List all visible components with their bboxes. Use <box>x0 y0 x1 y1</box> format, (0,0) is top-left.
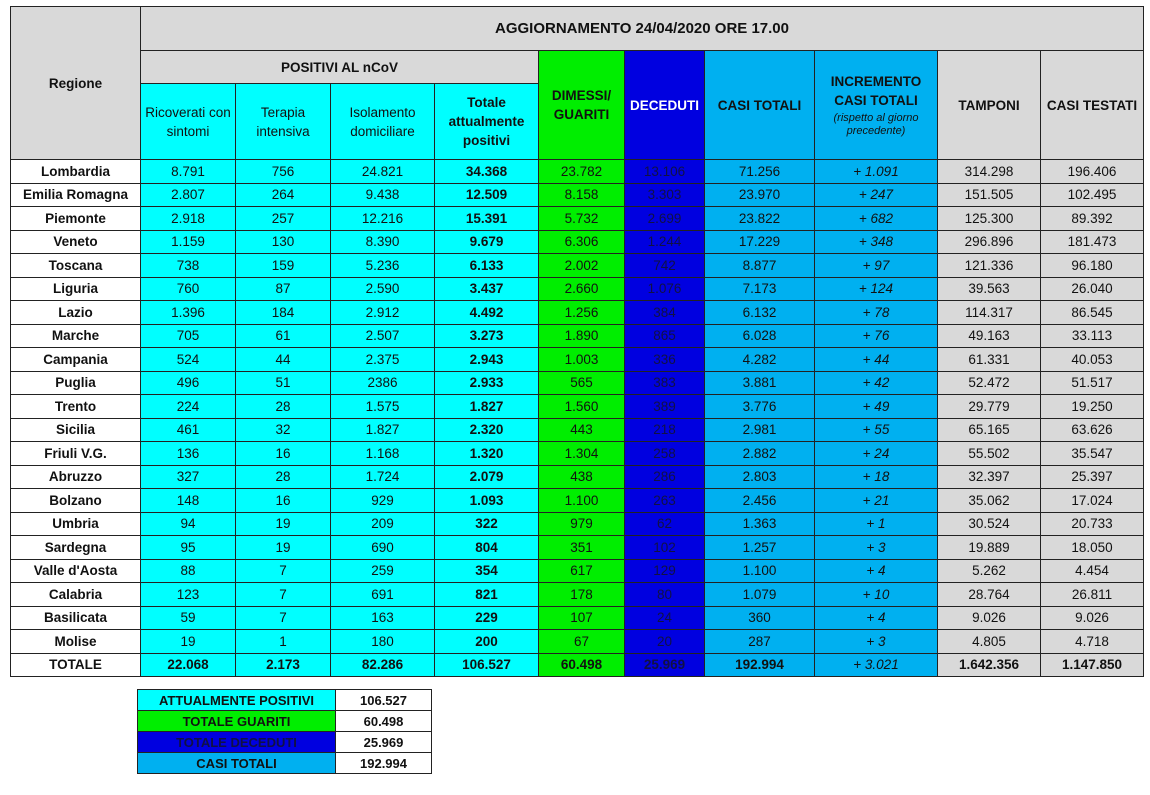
casi-testati-cell: 4.718 <box>1041 630 1144 654</box>
totale-positivi-cell: 2.943 <box>435 348 539 372</box>
ricoverati-cell: 95 <box>141 536 236 560</box>
isolamento-cell: 2.507 <box>331 324 435 348</box>
ricoverati-cell: 59 <box>141 606 236 630</box>
terapia-cell: 28 <box>236 395 331 419</box>
ricoverati-cell: 2.807 <box>141 183 236 207</box>
casi-testati-cell: 196.406 <box>1041 160 1144 184</box>
casi-testati-cell: 102.495 <box>1041 183 1144 207</box>
ricoverati-cell: 327 <box>141 465 236 489</box>
casi-testati-cell: 51.517 <box>1041 371 1144 395</box>
casi-totali-cell: 2.456 <box>705 489 815 513</box>
positivi-group-header: POSITIVI AL nCoV <box>141 51 539 84</box>
ricoverati-cell: 19 <box>141 630 236 654</box>
table-row <box>11 183 1144 207</box>
isolamento-cell: 2.590 <box>331 277 435 301</box>
region-cell: Calabria <box>11 583 141 607</box>
tamponi-cell: 151.505 <box>938 183 1041 207</box>
terapia-cell: 28 <box>236 465 331 489</box>
totale-positivi-cell: 821 <box>435 583 539 607</box>
casi-testati-cell: 40.053 <box>1041 348 1144 372</box>
total-row <box>11 653 1144 677</box>
region-cell: Abruzzo <box>11 465 141 489</box>
region-cell: Umbria <box>11 512 141 536</box>
deceduti-cell: 742 <box>625 254 705 278</box>
casi-testati-header: CASI TESTATI <box>1041 51 1144 160</box>
casi-totali-cell: 360 <box>705 606 815 630</box>
isolamento-cell: 1.168 <box>331 442 435 466</box>
deceduti-cell: 25.969 <box>625 653 705 677</box>
dimessi-cell: 565 <box>539 371 625 395</box>
isolamento-cell: 12.216 <box>331 207 435 231</box>
dimessi-cell: 178 <box>539 583 625 607</box>
casi-totali-cell: 23.822 <box>705 207 815 231</box>
tamponi-cell: 1.642.356 <box>938 653 1041 677</box>
summary-value: 106.527 <box>336 690 432 711</box>
terapia-cell: 1 <box>236 630 331 654</box>
terapia-cell: 184 <box>236 301 331 325</box>
dimessi-cell: 1.100 <box>539 489 625 513</box>
isolamento-cell: 163 <box>331 606 435 630</box>
totale-positivi-cell: 106.527 <box>435 653 539 677</box>
terapia-cell: 130 <box>236 230 331 254</box>
summary-label: TOTALE GUARITI <box>138 711 336 732</box>
region-cell: Lazio <box>11 301 141 325</box>
incremento-cell: + 247 <box>815 183 938 207</box>
dimessi-cell: 1.256 <box>539 301 625 325</box>
covid-region-table <box>10 6 1144 677</box>
isolamento-cell: 209 <box>331 512 435 536</box>
isolamento-cell: 1.575 <box>331 395 435 419</box>
incremento-header-label: INCREMENTO CASI TOTALI <box>830 74 922 108</box>
isolamento-cell: 1.827 <box>331 418 435 442</box>
deceduti-cell: 129 <box>625 559 705 583</box>
terapia-cell: 32 <box>236 418 331 442</box>
totale-positivi-cell: 354 <box>435 559 539 583</box>
incremento-cell: + 44 <box>815 348 938 372</box>
casi-testati-cell: 4.454 <box>1041 559 1144 583</box>
region-cell: Trento <box>11 395 141 419</box>
isolamento-header: Isolamento domiciliare <box>331 84 435 160</box>
region-cell: Liguria <box>11 277 141 301</box>
table-row <box>11 160 1144 184</box>
incremento-cell: + 4 <box>815 559 938 583</box>
casi-testati-cell: 17.024 <box>1041 489 1144 513</box>
isolamento-cell: 5.236 <box>331 254 435 278</box>
ricoverati-cell: 738 <box>141 254 236 278</box>
deceduti-cell: 20 <box>625 630 705 654</box>
table-row <box>11 207 1144 231</box>
casi-totali-cell: 192.994 <box>705 653 815 677</box>
dimessi-cell: 617 <box>539 559 625 583</box>
casi-testati-cell: 96.180 <box>1041 254 1144 278</box>
tamponi-cell: 114.317 <box>938 301 1041 325</box>
incremento-cell: + 3.021 <box>815 653 938 677</box>
deceduti-cell: 2.699 <box>625 207 705 231</box>
summary-row-guariti <box>138 711 432 732</box>
incremento-header <box>815 51 938 160</box>
deceduti-cell: 1.244 <box>625 230 705 254</box>
incremento-cell: + 1.091 <box>815 160 938 184</box>
summary-value: 25.969 <box>336 732 432 753</box>
isolamento-cell: 2386 <box>331 371 435 395</box>
incremento-cell: + 21 <box>815 489 938 513</box>
totale-positivi-cell: 6.133 <box>435 254 539 278</box>
region-cell: Basilicata <box>11 606 141 630</box>
deceduti-cell: 13.106 <box>625 160 705 184</box>
tamponi-cell: 9.026 <box>938 606 1041 630</box>
summary-row-casi-totali <box>138 753 432 774</box>
table-row <box>11 512 1144 536</box>
incremento-cell: + 3 <box>815 630 938 654</box>
region-header: Regione <box>11 7 141 160</box>
terapia-cell: 2.173 <box>236 653 331 677</box>
ricoverati-cell: 1.159 <box>141 230 236 254</box>
tamponi-cell: 32.397 <box>938 465 1041 489</box>
totale-positivi-cell: 1.320 <box>435 442 539 466</box>
casi-testati-cell: 33.113 <box>1041 324 1144 348</box>
table-row <box>11 418 1144 442</box>
casi-testati-cell: 86.545 <box>1041 301 1144 325</box>
deceduti-cell: 336 <box>625 348 705 372</box>
region-cell: Sicilia <box>11 418 141 442</box>
terapia-cell: 16 <box>236 489 331 513</box>
casi-totali-cell: 6.028 <box>705 324 815 348</box>
tamponi-cell: 49.163 <box>938 324 1041 348</box>
casi-totali-cell: 3.776 <box>705 395 815 419</box>
deceduti-cell: 389 <box>625 395 705 419</box>
tamponi-cell: 5.262 <box>938 559 1041 583</box>
dimessi-cell: 5.732 <box>539 207 625 231</box>
isolamento-cell: 929 <box>331 489 435 513</box>
table-row <box>11 254 1144 278</box>
casi-testati-cell: 25.397 <box>1041 465 1144 489</box>
casi-testati-cell: 20.733 <box>1041 512 1144 536</box>
incremento-cell: + 3 <box>815 536 938 560</box>
incremento-cell: + 42 <box>815 371 938 395</box>
isolamento-cell: 180 <box>331 630 435 654</box>
tamponi-cell: 35.062 <box>938 489 1041 513</box>
dimessi-cell: 67 <box>539 630 625 654</box>
casi-totali-cell: 287 <box>705 630 815 654</box>
table-row <box>11 348 1144 372</box>
totale-positivi-cell: 9.679 <box>435 230 539 254</box>
table-row <box>11 559 1144 583</box>
tamponi-cell: 19.889 <box>938 536 1041 560</box>
dimessi-cell: 1.003 <box>539 348 625 372</box>
casi-testati-cell: 63.626 <box>1041 418 1144 442</box>
totale-positivi-cell: 12.509 <box>435 183 539 207</box>
casi-totali-cell: 17.229 <box>705 230 815 254</box>
totale-positivi-cell: 3.273 <box>435 324 539 348</box>
totale-positivi-cell: 4.492 <box>435 301 539 325</box>
isolamento-cell: 2.375 <box>331 348 435 372</box>
casi-totali-cell: 8.877 <box>705 254 815 278</box>
tamponi-header: TAMPONI <box>938 51 1041 160</box>
casi-testati-cell: 181.473 <box>1041 230 1144 254</box>
table-row <box>11 301 1144 325</box>
casi-totali-cell: 1.257 <box>705 536 815 560</box>
dimessi-cell: 2.002 <box>539 254 625 278</box>
terapia-cell: 159 <box>236 254 331 278</box>
dimessi-cell: 443 <box>539 418 625 442</box>
tamponi-cell: 29.779 <box>938 395 1041 419</box>
totale-positivi-cell: 2.933 <box>435 371 539 395</box>
ricoverati-cell: 760 <box>141 277 236 301</box>
casi-testati-cell: 9.026 <box>1041 606 1144 630</box>
casi-totali-cell: 71.256 <box>705 160 815 184</box>
dimessi-cell: 6.306 <box>539 230 625 254</box>
deceduti-cell: 384 <box>625 301 705 325</box>
casi-totali-cell: 1.100 <box>705 559 815 583</box>
totale-positivi-cell: 322 <box>435 512 539 536</box>
casi-totali-cell: 1.363 <box>705 512 815 536</box>
summary-value: 192.994 <box>336 753 432 774</box>
casi-testati-cell: 1.147.850 <box>1041 653 1144 677</box>
dimessi-cell: 1.304 <box>539 442 625 466</box>
incremento-cell: + 1 <box>815 512 938 536</box>
dimessi-cell: 2.660 <box>539 277 625 301</box>
update-title: AGGIORNAMENTO 24/04/2020 ORE 17.00 <box>141 7 1144 51</box>
tamponi-cell: 55.502 <box>938 442 1041 466</box>
incremento-cell: + 49 <box>815 395 938 419</box>
table-row <box>11 465 1144 489</box>
region-cell: Puglia <box>11 371 141 395</box>
incremento-cell: + 97 <box>815 254 938 278</box>
table-row <box>11 324 1144 348</box>
dimessi-cell: 8.158 <box>539 183 625 207</box>
casi-totali-cell: 2.803 <box>705 465 815 489</box>
deceduti-cell: 258 <box>625 442 705 466</box>
isolamento-cell: 24.821 <box>331 160 435 184</box>
incremento-cell: + 10 <box>815 583 938 607</box>
deceduti-cell: 1.076 <box>625 277 705 301</box>
incremento-note: (rispetto al giorno precedente) <box>833 112 919 137</box>
terapia-cell: 19 <box>236 512 331 536</box>
deceduti-cell: 286 <box>625 465 705 489</box>
region-cell: Molise <box>11 630 141 654</box>
ricoverati-cell: 22.068 <box>141 653 236 677</box>
terapia-cell: 19 <box>236 536 331 560</box>
summary-table <box>137 689 432 774</box>
totale-positivi-cell: 3.437 <box>435 277 539 301</box>
isolamento-cell: 82.286 <box>331 653 435 677</box>
terapia-cell: 87 <box>236 277 331 301</box>
ricoverati-cell: 461 <box>141 418 236 442</box>
incremento-cell: + 78 <box>815 301 938 325</box>
region-cell: Piemonte <box>11 207 141 231</box>
summary-row-positivi <box>138 690 432 711</box>
dimessi-cell: 1.890 <box>539 324 625 348</box>
incremento-cell: + 76 <box>815 324 938 348</box>
table-row <box>11 442 1144 466</box>
ricoverati-cell: 148 <box>141 489 236 513</box>
terapia-header: Terapia intensiva <box>236 84 331 160</box>
casi-totali-cell: 4.282 <box>705 348 815 372</box>
table-row <box>11 230 1144 254</box>
ricoverati-cell: 136 <box>141 442 236 466</box>
incremento-cell: + 124 <box>815 277 938 301</box>
isolamento-cell: 2.912 <box>331 301 435 325</box>
region-cell: TOTALE <box>11 653 141 677</box>
deceduti-cell: 102 <box>625 536 705 560</box>
region-cell: Lombardia <box>11 160 141 184</box>
ricoverati-cell: 1.396 <box>141 301 236 325</box>
summary-label: TOTALE DECEDUTI <box>138 732 336 753</box>
casi-testati-cell: 26.811 <box>1041 583 1144 607</box>
tamponi-cell: 39.563 <box>938 277 1041 301</box>
incremento-cell: + 4 <box>815 606 938 630</box>
terapia-cell: 61 <box>236 324 331 348</box>
deceduti-cell: 865 <box>625 324 705 348</box>
ricoverati-cell: 8.791 <box>141 160 236 184</box>
terapia-cell: 44 <box>236 348 331 372</box>
tamponi-cell: 30.524 <box>938 512 1041 536</box>
table-row <box>11 536 1144 560</box>
incremento-cell: + 55 <box>815 418 938 442</box>
isolamento-cell: 1.724 <box>331 465 435 489</box>
casi-testati-cell: 35.547 <box>1041 442 1144 466</box>
ricoverati-cell: 2.918 <box>141 207 236 231</box>
totale-positivi-cell: 2.320 <box>435 418 539 442</box>
terapia-cell: 756 <box>236 160 331 184</box>
isolamento-cell: 8.390 <box>331 230 435 254</box>
region-cell: Sardegna <box>11 536 141 560</box>
table-row <box>11 277 1144 301</box>
totale-positivi-cell: 2.079 <box>435 465 539 489</box>
casi-testati-cell: 18.050 <box>1041 536 1144 560</box>
terapia-cell: 257 <box>236 207 331 231</box>
casi-totali-cell: 1.079 <box>705 583 815 607</box>
totale-positivi-cell: 804 <box>435 536 539 560</box>
incremento-cell: + 348 <box>815 230 938 254</box>
totale-positivi-cell: 1.093 <box>435 489 539 513</box>
tamponi-cell: 125.300 <box>938 207 1041 231</box>
deceduti-cell: 3.303 <box>625 183 705 207</box>
terapia-cell: 16 <box>236 442 331 466</box>
dimessi-cell: 351 <box>539 536 625 560</box>
tamponi-cell: 65.165 <box>938 418 1041 442</box>
tamponi-cell: 296.896 <box>938 230 1041 254</box>
casi-totali-cell: 6.132 <box>705 301 815 325</box>
region-cell: Emilia Romagna <box>11 183 141 207</box>
casi-totali-cell: 2.981 <box>705 418 815 442</box>
region-cell: Marche <box>11 324 141 348</box>
dimessi-cell: 1.560 <box>539 395 625 419</box>
ricoverati-cell: 224 <box>141 395 236 419</box>
totale-positivi-cell: 15.391 <box>435 207 539 231</box>
dimessi-cell: 438 <box>539 465 625 489</box>
totale-positivi-header: Totale attualmente positivi <box>435 84 539 160</box>
isolamento-cell: 690 <box>331 536 435 560</box>
totale-positivi-cell: 200 <box>435 630 539 654</box>
tamponi-cell: 61.331 <box>938 348 1041 372</box>
incremento-cell: + 18 <box>815 465 938 489</box>
region-cell: Campania <box>11 348 141 372</box>
tamponi-cell: 28.764 <box>938 583 1041 607</box>
summary-value: 60.498 <box>336 711 432 732</box>
terapia-cell: 51 <box>236 371 331 395</box>
ricoverati-cell: 496 <box>141 371 236 395</box>
casi-testati-cell: 89.392 <box>1041 207 1144 231</box>
table-row <box>11 489 1144 513</box>
casi-totali-cell: 7.173 <box>705 277 815 301</box>
dimessi-cell: 979 <box>539 512 625 536</box>
region-cell: Veneto <box>11 230 141 254</box>
ricoverati-cell: 524 <box>141 348 236 372</box>
dimessi-cell: 23.782 <box>539 160 625 184</box>
terapia-cell: 7 <box>236 606 331 630</box>
incremento-cell: + 682 <box>815 207 938 231</box>
totale-positivi-cell: 229 <box>435 606 539 630</box>
casi-testati-cell: 26.040 <box>1041 277 1144 301</box>
table-row <box>11 630 1144 654</box>
casi-totali-cell: 2.882 <box>705 442 815 466</box>
ricoverati-cell: 705 <box>141 324 236 348</box>
ricoverati-cell: 123 <box>141 583 236 607</box>
table-row <box>11 371 1144 395</box>
deceduti-cell: 218 <box>625 418 705 442</box>
tamponi-cell: 52.472 <box>938 371 1041 395</box>
isolamento-cell: 259 <box>331 559 435 583</box>
summary-label: ATTUALMENTE POSITIVI <box>138 690 336 711</box>
region-cell: Friuli V.G. <box>11 442 141 466</box>
terapia-cell: 7 <box>236 559 331 583</box>
casi-totali-header: CASI TOTALI <box>705 51 815 160</box>
region-cell: Bolzano <box>11 489 141 513</box>
tamponi-cell: 121.336 <box>938 254 1041 278</box>
summary-row-deceduti <box>138 732 432 753</box>
tamponi-cell: 314.298 <box>938 160 1041 184</box>
terapia-cell: 7 <box>236 583 331 607</box>
casi-testati-cell: 19.250 <box>1041 395 1144 419</box>
deceduti-cell: 263 <box>625 489 705 513</box>
region-cell: Valle d'Aosta <box>11 559 141 583</box>
deceduti-cell: 24 <box>625 606 705 630</box>
ricoverati-header: Ricoverati con sintomi <box>141 84 236 160</box>
table-row <box>11 395 1144 419</box>
deceduti-cell: 62 <box>625 512 705 536</box>
table-row <box>11 583 1144 607</box>
isolamento-cell: 691 <box>331 583 435 607</box>
ricoverati-cell: 88 <box>141 559 236 583</box>
tamponi-cell: 4.805 <box>938 630 1041 654</box>
casi-totali-cell: 3.881 <box>705 371 815 395</box>
terapia-cell: 264 <box>236 183 331 207</box>
incremento-cell: + 24 <box>815 442 938 466</box>
totale-positivi-cell: 1.827 <box>435 395 539 419</box>
deceduti-cell: 383 <box>625 371 705 395</box>
dimessi-cell: 60.498 <box>539 653 625 677</box>
isolamento-cell: 9.438 <box>331 183 435 207</box>
dimessi-cell: 107 <box>539 606 625 630</box>
totale-positivi-cell: 34.368 <box>435 160 539 184</box>
dimessi-header: DIMESSI/ GUARITI <box>539 51 625 160</box>
casi-totali-cell: 23.970 <box>705 183 815 207</box>
table-body <box>11 160 1144 677</box>
ricoverati-cell: 94 <box>141 512 236 536</box>
deceduti-header: DECEDUTI <box>625 51 705 160</box>
table-row <box>11 606 1144 630</box>
summary-label: CASI TOTALI <box>138 753 336 774</box>
deceduti-cell: 80 <box>625 583 705 607</box>
region-cell: Toscana <box>11 254 141 278</box>
